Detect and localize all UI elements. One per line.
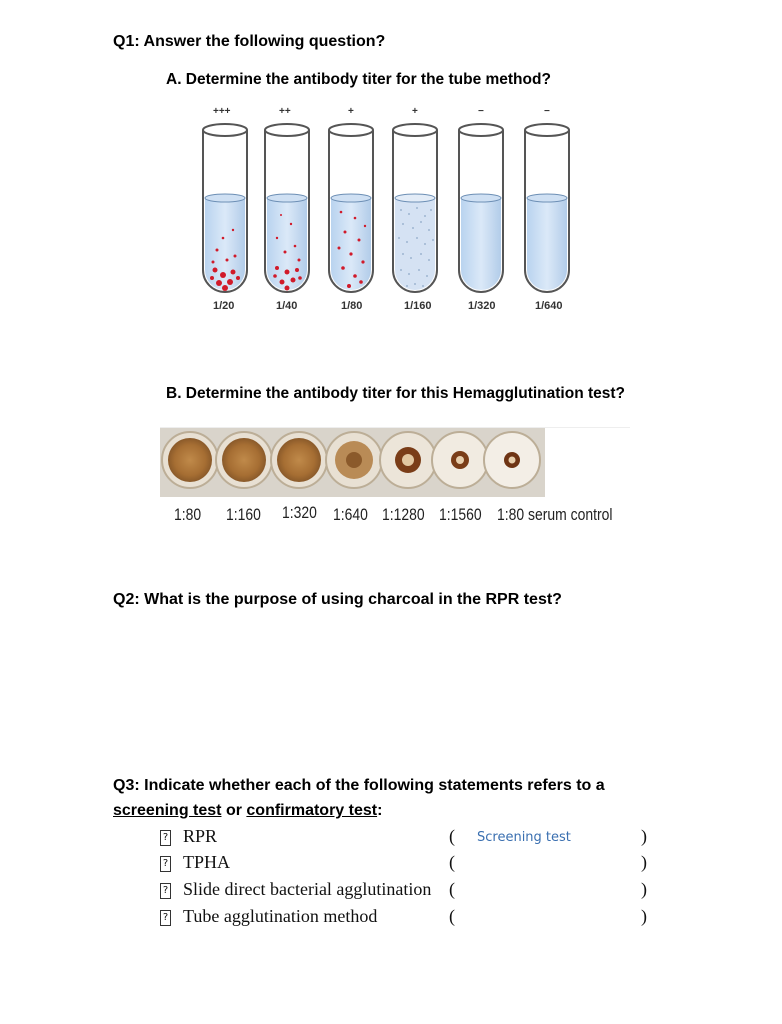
tube-4-dilution: 1/160 — [404, 300, 432, 312]
close-paren-2: ) — [641, 852, 647, 872]
open-paren-4: ( — [449, 906, 455, 926]
tube-1 — [203, 124, 247, 292]
q3-item-rpr — [160, 826, 217, 847]
confirmatory-test-term: confirmatory test — [246, 802, 378, 819]
q3-item-tpha — [160, 852, 230, 873]
q2-title: Q2: What is the purpose of using charcoal in the RPR test? — [113, 591, 562, 608]
tube-3-grade: + — [348, 106, 354, 117]
hemagglutination-figure — [160, 425, 630, 530]
item-label: TPHA — [183, 852, 231, 872]
tube-6 — [525, 124, 569, 292]
q1-part-b-title: B. Determine the antibody titer for this Hemagglutination test? — [166, 385, 626, 402]
close-paren-4: ) — [641, 906, 647, 926]
well-6-label: 1:1560 — [439, 505, 482, 524]
well-6 — [432, 432, 488, 488]
well-3-label: 1:320 — [282, 503, 317, 522]
tube-6-dilution: 1/640 — [535, 300, 563, 312]
well-4-label: 1:640 — [333, 505, 368, 524]
q3-item-tube — [160, 906, 377, 927]
well-1-label: 1:80 — [174, 505, 202, 524]
open-paren-1: ( — [449, 826, 455, 846]
well-1 — [162, 432, 218, 488]
close-paren-3: ) — [641, 879, 647, 899]
well-4 — [326, 432, 382, 488]
checkbox-placeholder-icon: ? — [160, 910, 171, 926]
open-paren-2: ( — [449, 852, 455, 872]
well-5-label: 1:1280 — [382, 505, 425, 524]
q3-title: Q3: Indicate whether each of the following statements refers to a — [113, 777, 605, 794]
q3-item-slide — [160, 879, 431, 900]
tube-4 — [393, 124, 437, 292]
tube-3 — [329, 124, 373, 292]
screening-test-term: screening test — [113, 802, 222, 819]
tube-5-grade: − — [478, 106, 484, 117]
checkbox-placeholder-icon: ? — [160, 830, 171, 846]
tube-2 — [265, 124, 309, 292]
tube-1-dilution: 1/20 — [213, 300, 235, 312]
q1-part-a-title: A. Determine the antibody titer for the tube method? — [166, 71, 551, 88]
tube-5-dilution: 1/320 — [468, 300, 496, 312]
tube-2-dilution: 1/40 — [276, 300, 298, 312]
well-5 — [380, 432, 436, 488]
well-2 — [216, 432, 272, 488]
q3-title-line2 — [113, 802, 382, 820]
open-paren-3: ( — [449, 879, 455, 899]
tube-5 — [459, 124, 503, 292]
tube-1-grade: +++ — [213, 106, 231, 117]
well-7-label: 1:80 serum control — [497, 505, 613, 524]
well-3 — [271, 432, 327, 488]
checkbox-placeholder-icon: ? — [160, 856, 171, 872]
tube-2-grade: ++ — [279, 106, 291, 117]
microplate-image — [160, 425, 630, 500]
well-2-label: 1:160 — [226, 505, 261, 524]
close-paren-1: ) — [641, 826, 647, 846]
colon: : — [377, 802, 383, 819]
well-7 — [484, 432, 540, 488]
item-label: Tube agglutination method — [183, 906, 378, 926]
item-label: RPR — [183, 826, 218, 846]
checkbox-placeholder-icon: ? — [160, 883, 171, 899]
tube-rack-image — [195, 100, 585, 320]
tube-6-grade: − — [544, 106, 550, 117]
tube-figure — [195, 100, 585, 320]
or-word: or — [225, 802, 242, 819]
q1-title: Q1: Answer the following question? — [113, 33, 386, 50]
tube-3-dilution: 1/80 — [341, 300, 363, 312]
tube-4-grade: + — [412, 106, 418, 117]
item-label: Slide direct bacterial agglutination — [183, 879, 432, 899]
answer-rpr[interactable]: Screening test — [477, 830, 571, 845]
